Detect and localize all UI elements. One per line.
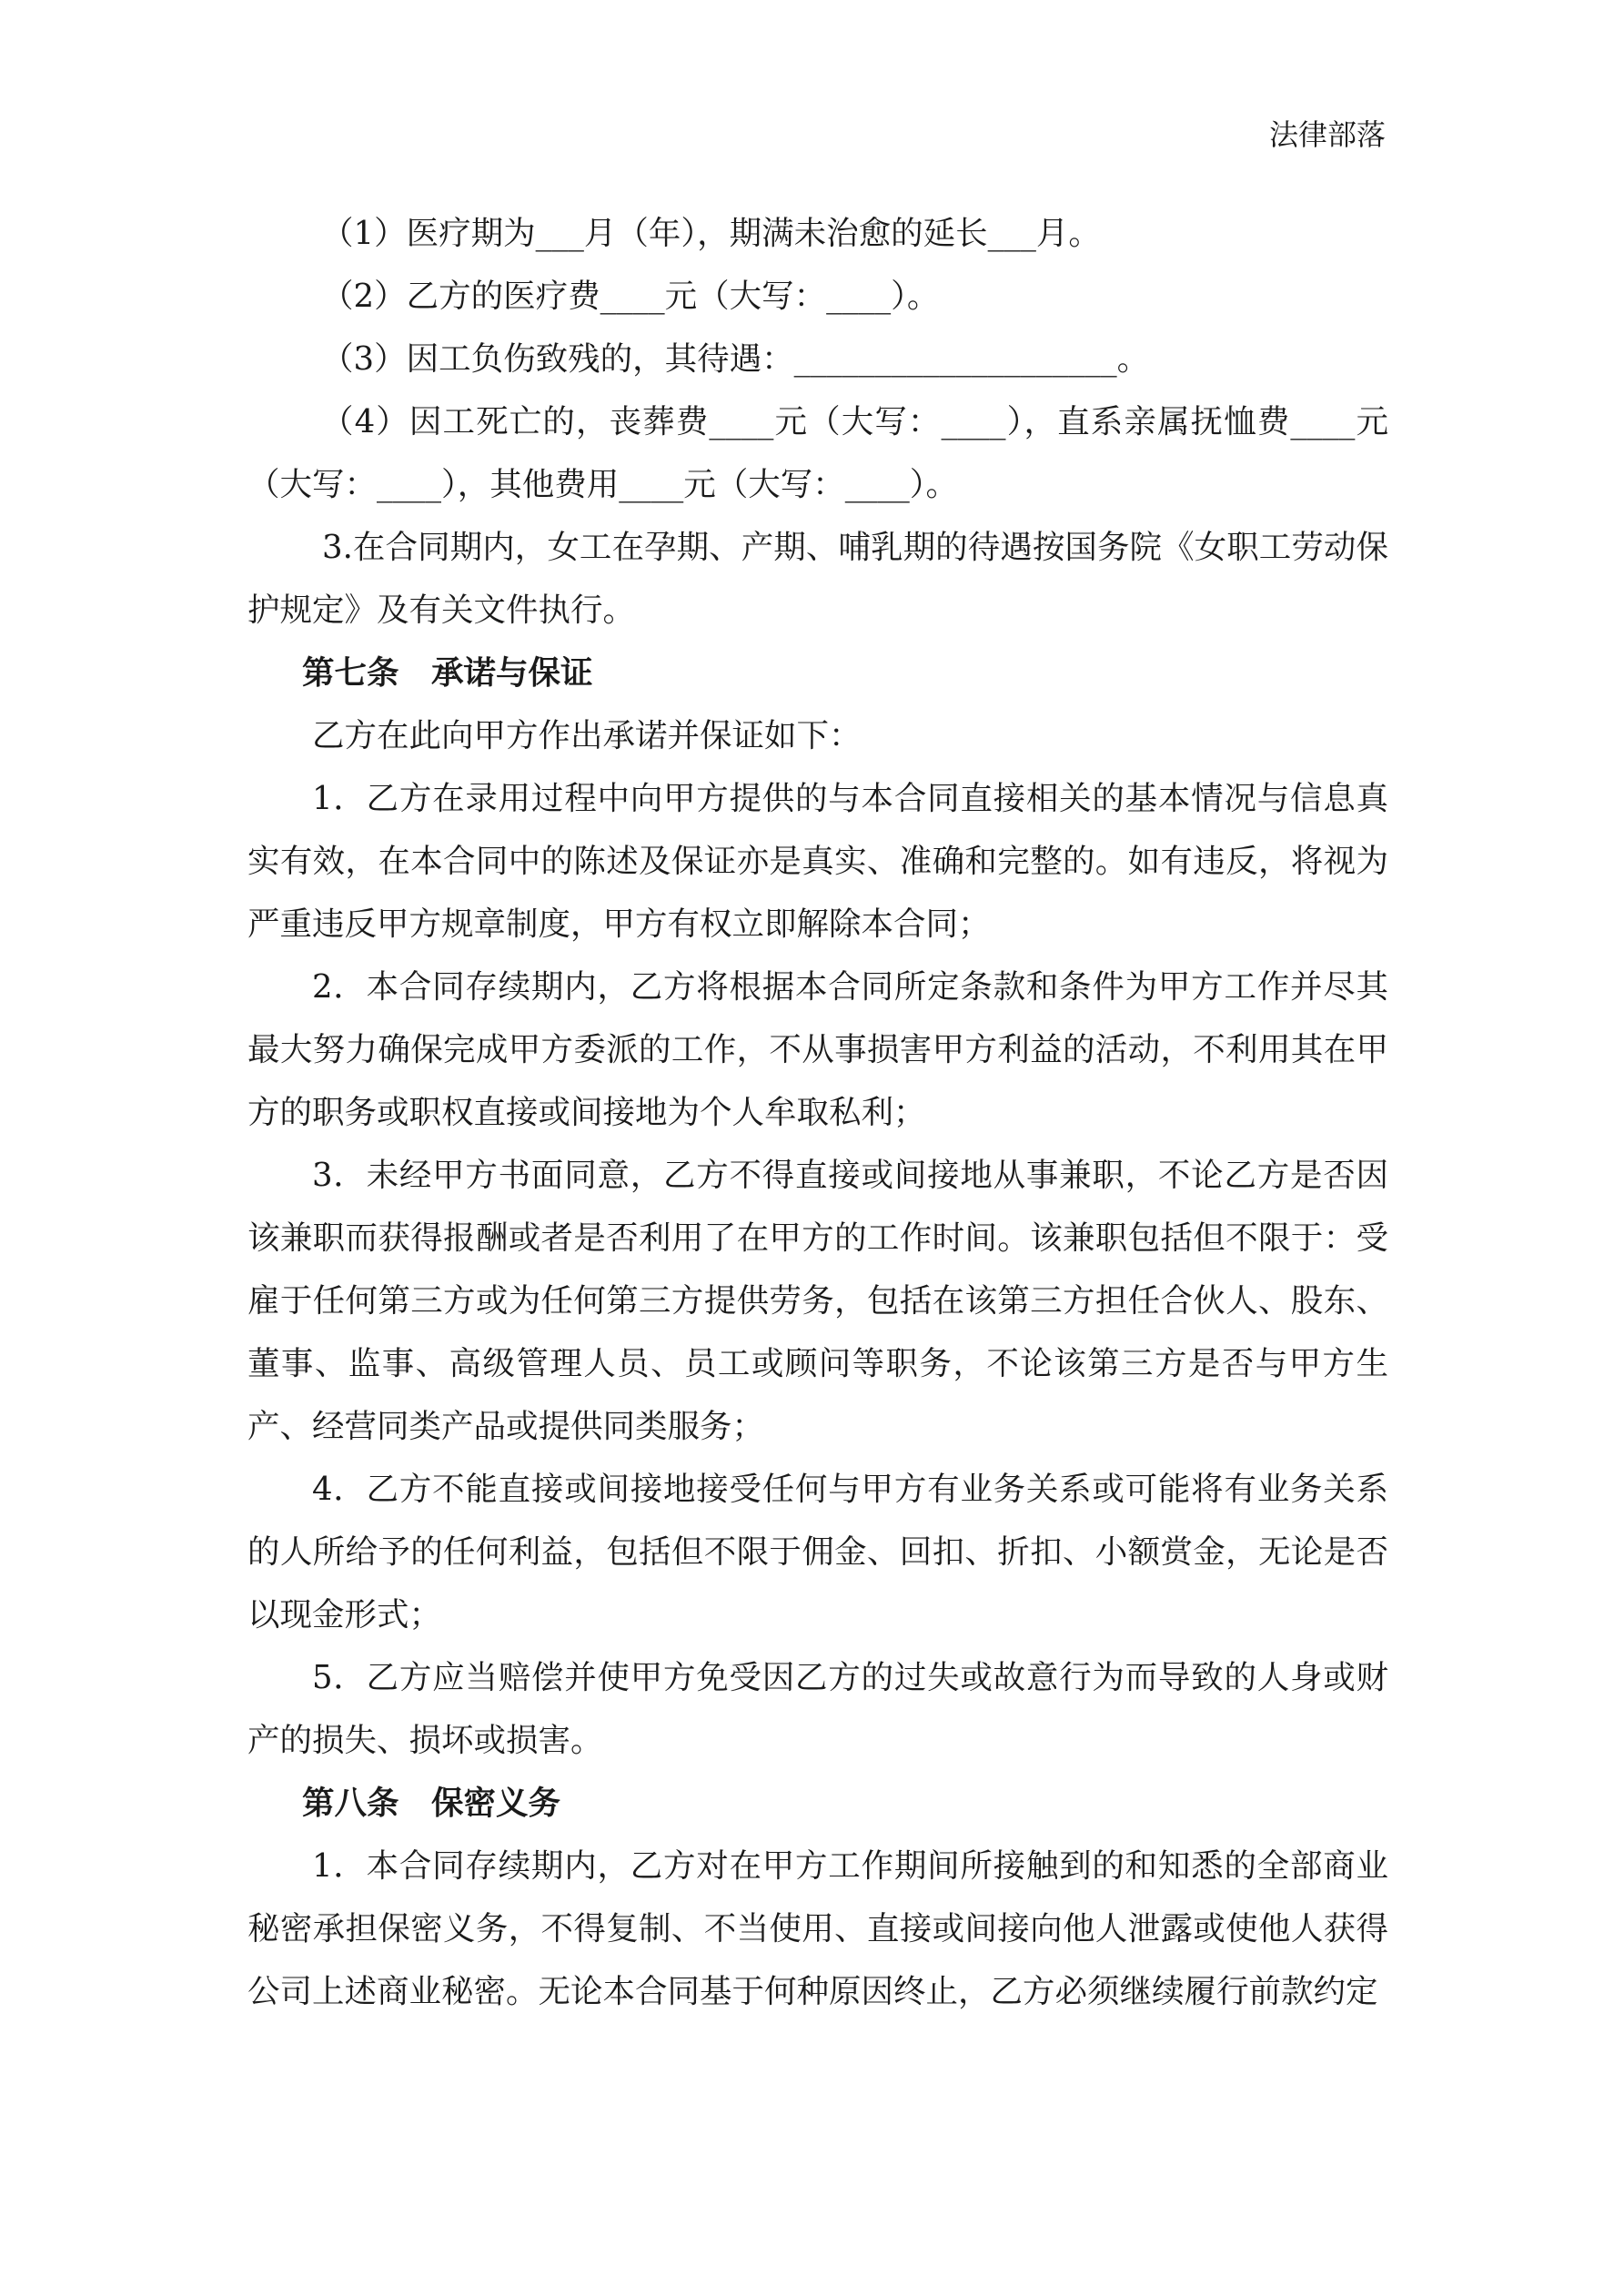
article-7-item-4: 4．乙方不能直接或间接地接受任何与甲方有业务关系或可能将有业务关系的人所给予的任何利益，包括但不限于佣金、回扣、折扣、小额赏金，无论是否以现金形式； [247,1471,1388,1633]
article-7-item-2: 2．本合同存续期内，乙方将根据本合同所定条款和条件为甲方工作并尽其最大努力确保完成甲方委派的工作，不从事损害甲方利益的活动，不利用其在甲方的职务或职权直接或间接地为个人牟取私利； [247,968,1388,1131]
article-7-item-1: 1．乙方在录用过程中向甲方提供的与本合同直接相关的基本情况与信息真实有效，在本合同中的陈述及保证亦是真实、准确和完整的。如有违反，将视为严重违反甲方规章制度，甲方有权立即解除本合同； [247,780,1388,943]
article-7-intro: 乙方在此向甲方作出承诺并保证如下： [312,717,862,754]
page-header-brand: 法律部落 [1268,117,1386,152]
document-body [247,202,1388,2023]
article-7-item-5: 5．乙方应当赔偿并使甲方免受因乙方的过失或故意行为而导致的人身或财产的损失、损坏或损害。 [247,1659,1388,1759]
clause-medical-fee: （2）乙方的医疗费____元（大写：____）。 [321,278,940,315]
clause-medical-period: （1）医疗期为___月（年），期满未治愈的延长___月。 [321,215,1101,252]
clause-work-death: （4）因工死亡的，丧葬费____元（大写：____），直系亲属抚恤费____元（大写：____），其他费用____元（大写：____）。 [247,403,1388,503]
clause-female-worker: 3.在合同期内，女工在孕期、产期、哺乳期的待遇按国务院《女职工劳动保护规定》及有关文件执行。 [247,529,1388,629]
article-7-item-3: 3．未经甲方书面同意，乙方不得直接或间接地从事兼职，不论乙方是否因该兼职而获得报酬或者是否利用了在甲方的工作时间。该兼职包括但不限于：受雇于任何第三方或为任何第三方提供劳务，包括在该第三方担任合伙人、股东、董事、监事、高级管理人员、员工或顾问等职务，不论该第三方是否与甲方生产、经营同类产品或提供同类服务； [247,1157,1388,1445]
clause-work-injury-disability: （3）因工负伤致残的，其待遇：____________________。 [321,340,1150,378]
article-8-heading: 第八条 保密义务 [302,1785,561,1822]
article-8-item-1: 1．本合同存续期内，乙方对在甲方工作期间所接触到的和知悉的全部商业秘密承担保密义务，不得复制、不当使用、直接或间接向他人泄露或使他人获得公司上述商业秘密。无论本合同基于何种原因终止，乙方必须继续履行前款约定 [247,1847,1388,2010]
article-7-heading: 第七条 承诺与保证 [302,654,593,692]
